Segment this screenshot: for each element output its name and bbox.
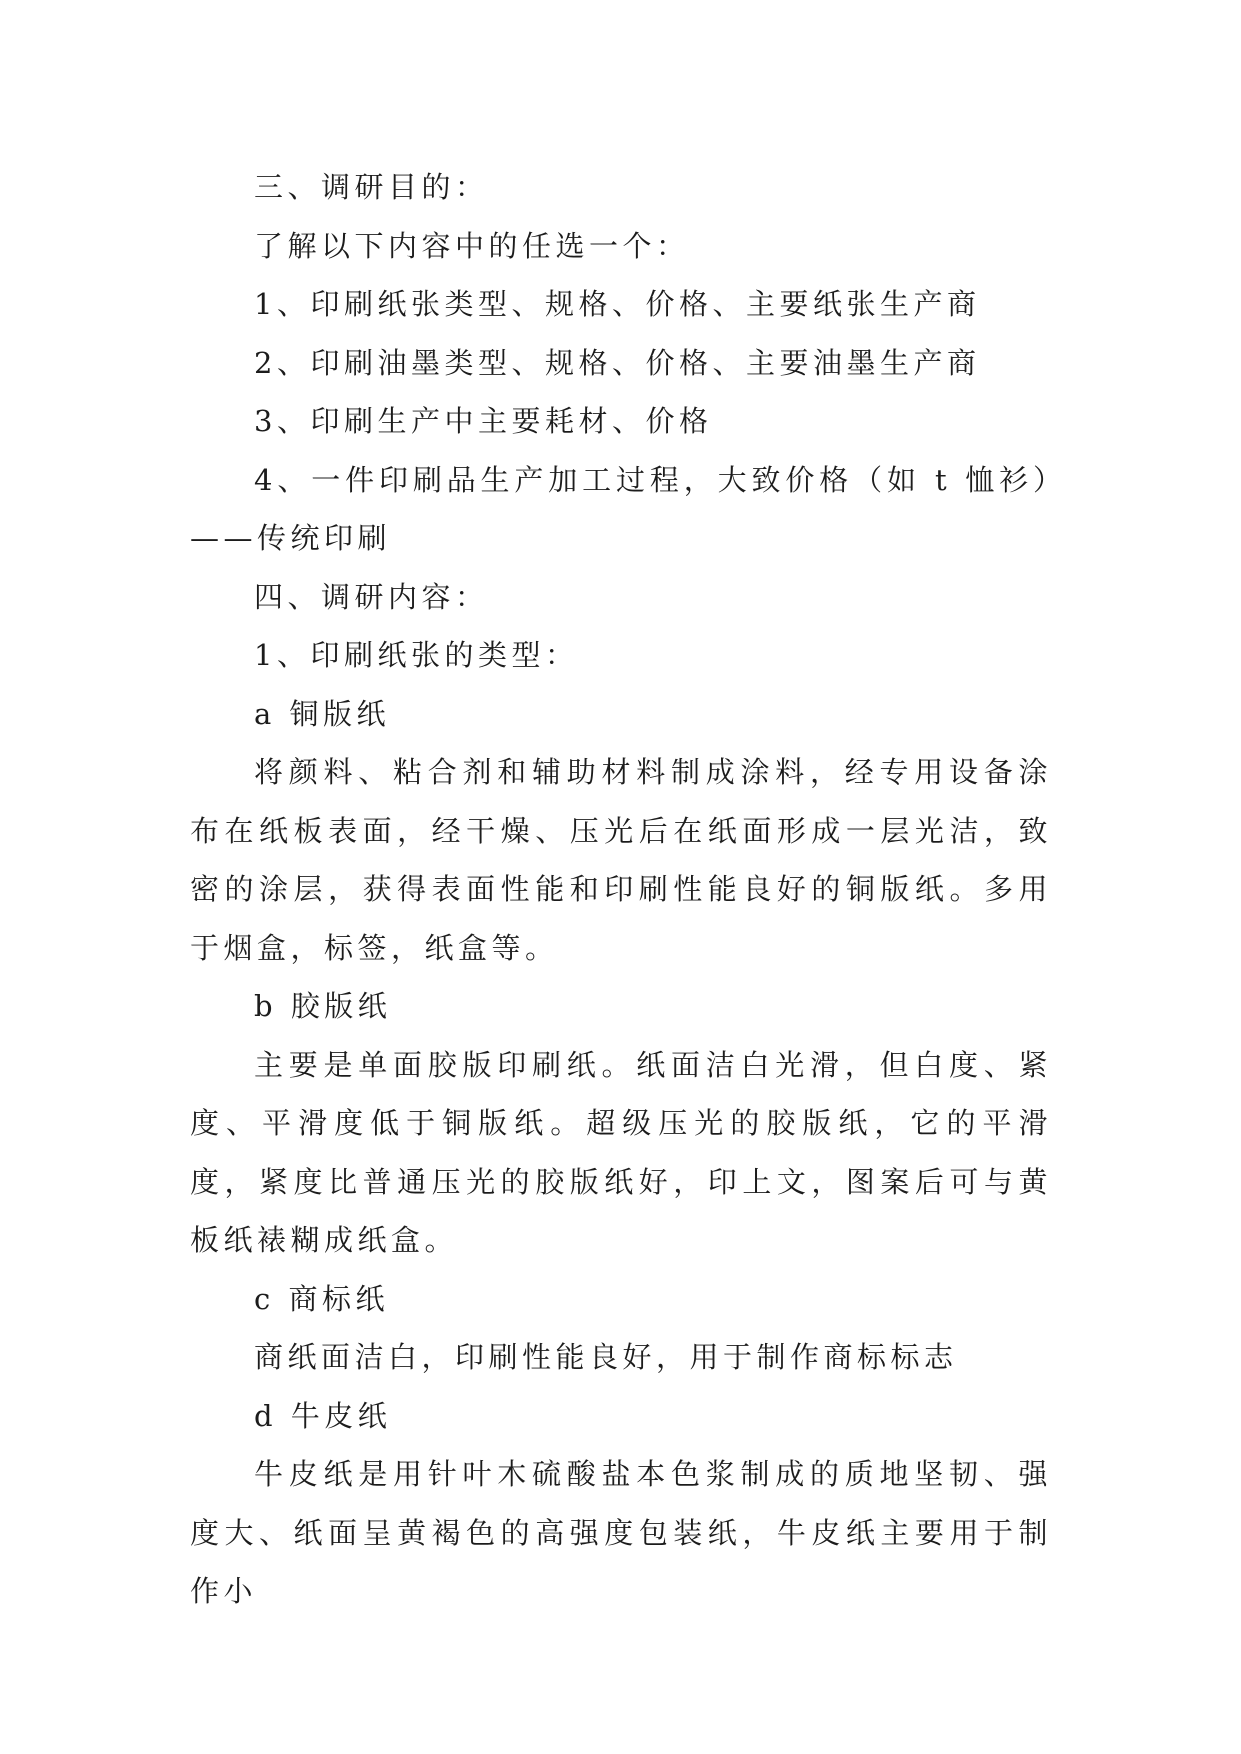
paper-type-heading: d 牛皮纸 (254, 1398, 392, 1433)
paper-type-heading: c 商标纸 (254, 1281, 389, 1316)
paragraph: 了解以下内容中的任选一个： (254, 228, 690, 263)
document-body (190, 158, 1052, 1621)
section-heading-research-content: 四、调研内容： (254, 579, 489, 614)
paper-type-heading: b 胶版纸 (254, 989, 392, 1023)
list-item: 3、印刷生产中主要耗材、价格 (254, 404, 713, 438)
section-heading-research-purpose: 三、调研目的： (254, 170, 489, 204)
paragraph: 商纸面洁白，印刷性能良好，用于制作商标标志 (254, 1340, 958, 1374)
list-item: 4、一件印刷品生产加工过程，大致价格（如 t 恤衫）——传统印刷 (190, 462, 1052, 555)
list-item: 2、印刷油墨类型、规格、价格、主要油墨生产商 (254, 345, 981, 380)
paragraph: 将颜料、粘合剂和辅助材料制成涂料，经专用设备涂布在纸板表面，经干燥、压光后在纸面形成一层光洁，致密的涂层，获得表面性能和印刷性能良好的铜版纸。多用于烟盒，标签，纸盒等。 (190, 755, 1052, 965)
list-item: 1、印刷纸张类型、规格、价格、主要纸张生产商 (254, 287, 981, 321)
paragraph: 主要是单面胶版印刷纸。纸面洁白光滑，但白度、紧度、平滑度低于铜版纸。超级压光的胶版纸，它的平滑度，紧度比普通压光的胶版纸好，印上文，图案后可与黄板纸裱糊成纸盒。 (190, 1047, 1052, 1257)
paper-type-heading: a 铜版纸 (254, 696, 391, 731)
subheading: 1、印刷纸张的类型： (254, 638, 579, 672)
paragraph: 牛皮纸是用针叶木硫酸盐本色浆制成的质地坚韧、强度大、纸面呈黄褐色的高强度包装纸，牛皮纸主要用于制作小 (190, 1457, 1052, 1608)
